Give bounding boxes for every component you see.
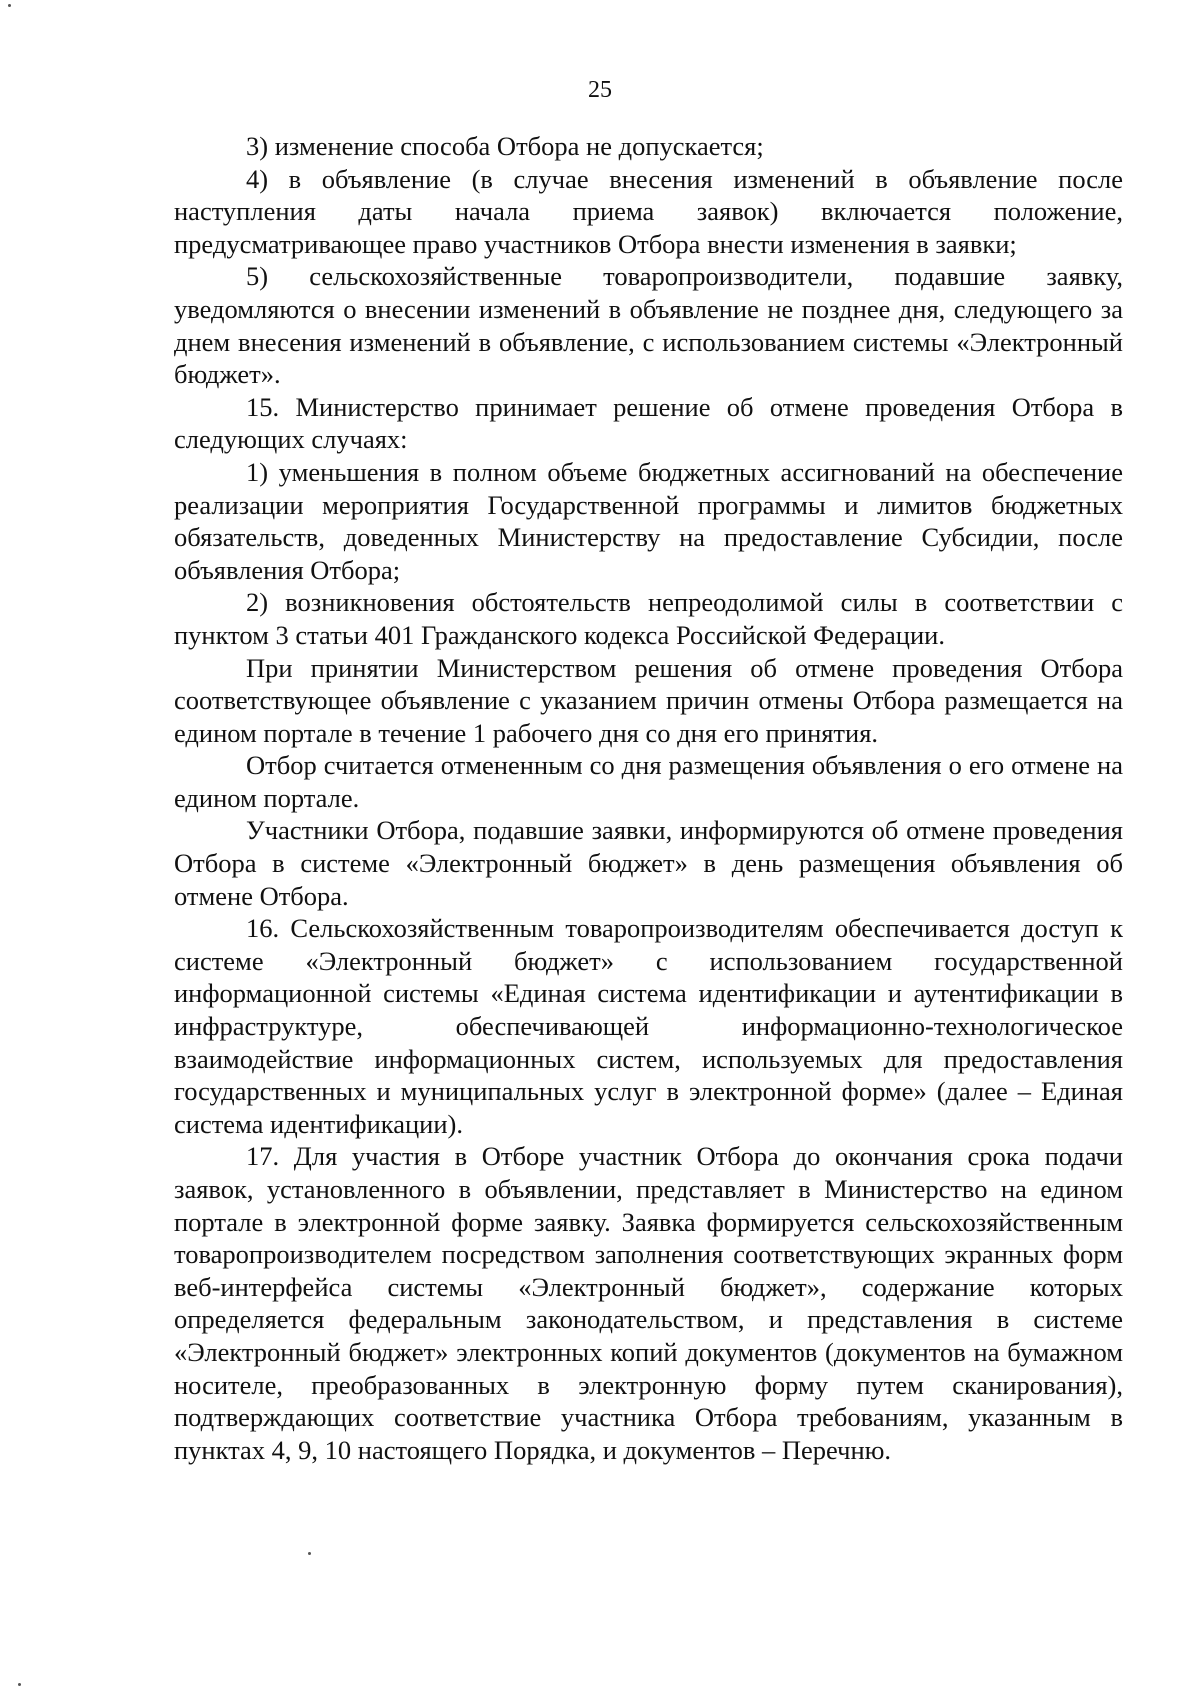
page-number: 25 (588, 77, 612, 103)
paragraph-item-4: 4) в объявление (в случае внесения изменений в объявление после наступления даты начала приема заявок) включается положение, предусматривающее право участников Отбора внести изменения в заявки; (174, 163, 1123, 259)
paragraph-participants-informed: Участники Отбора, подавшие заявки, информируются об отмене проведения Отбора в системе «Электронный бюджет» в день размещения объявления об отмене Отбора. (174, 815, 1123, 911)
scan-speck (8, 4, 11, 7)
paragraph-item-5: 5) сельскохозяйственные товаропроизводители, подавшие заявку, уведомляются о внесении изменений в объявление не позднее дня, следующего за днем внесения изменений в объявление, с использованием системы «Электронный бюджет». (174, 261, 1123, 390)
document-body (174, 130, 1123, 1466)
scan-speck (308, 1552, 311, 1555)
paragraph-clause-17: 17. Для участия в Отборе участник Отбора до окончания срока подачи заявок, установленного в объявлении, представляет в Министерство на едином портале в электронной форме заявку. Заявка формируется сельскохозяйственным товаропроизводителем посредством заполнения соответствующих экранных форм веб-интерфейса системы «Электронный бюджет», содержание которых определяется федеральным законодательством, и представления в системе «Электронный бюджет» электронных копий документов (документов на бумажном носителе, преобразованных в электронную форму путем сканирования), подтверждающих соответствие участника Отбора требованиям, указанным в пунктах 4, 9, 10 настоящего Порядка, и документов – Перечню. (174, 1141, 1123, 1465)
paragraph-cancellation-notice: При принятии Министерством решения об отмене проведения Отбора соответствующее объявление с указанием причин отмены Отбора размещается на едином портале в течение 1 рабочего дня со дня его принятия. (174, 652, 1123, 748)
paragraph-item-3: 3) изменение способа Отбора не допускается; (246, 131, 764, 161)
paragraph-case-1: 1) уменьшения в полном объеме бюджетных ассигнований на обеспечение реализации мероприятия Государственной программы и лимитов бюджетных обязательств, доведенных Министерству на предоставление Субсидии, после объявления Отбора; (174, 456, 1123, 585)
paragraph-case-2: 2) возникновения обстоятельств непреодолимой силы в соответствии с пунктом 3 статьи 401 Гражданского кодекса Российской Федерации. (174, 587, 1123, 650)
paragraph-clause-16: 16. Сельскохозяйственным товаропроизводителям обеспечивается доступ к системе «Электронный бюджет» с использованием государственной информационной системы «Единая система идентификации и аутентификации в инфраструктуре, обеспечивающей информационно-технологическое взаимодействие информационных систем, используемых для предоставления государственных и муниципальных услуг в электронной форме» (далее – Единая система идентификации). (174, 913, 1123, 1139)
paragraph-clause-15: 15. Министерство принимает решение об отмене проведения Отбора в следующих случаях: (174, 391, 1123, 455)
paragraph-cancellation-effective: Отбор считается отмененным со дня размещения объявления о его отмене на едином портале. (174, 750, 1123, 813)
scan-speck (18, 1683, 21, 1686)
